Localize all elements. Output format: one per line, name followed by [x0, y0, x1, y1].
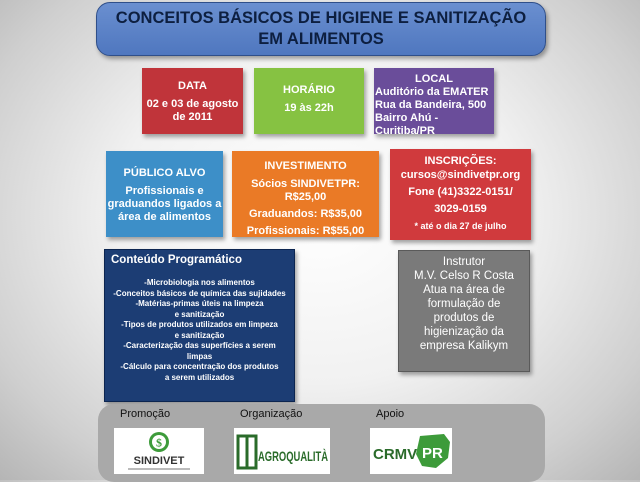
program-content-list — [105, 278, 294, 383]
organization-label: Organização — [240, 408, 303, 420]
location-box — [374, 68, 494, 137]
instructor-line: produtos de — [433, 312, 495, 324]
investment-box — [232, 151, 379, 237]
location-line: Auditório da EMATER — [375, 86, 489, 98]
list-item: -Caracterização das superfícies a serem — [123, 341, 276, 350]
page-title: CONCEITOS BÁSICOS DE HIGIENE E SANITIZAÇÃO EM ALIMENTOS — [115, 9, 527, 48]
sindivet-logo-text: SINDIVET — [133, 455, 185, 467]
instructor-line: formulação de — [427, 298, 501, 310]
instructor-box — [398, 250, 530, 372]
date-box — [142, 68, 243, 134]
list-item: -Microbiologia nos alimentos — [144, 278, 255, 287]
registration-note: * até o dia 27 de julho — [414, 221, 507, 231]
audience-label: PÚBLICO ALVO — [123, 167, 206, 179]
list-item: e sanitização — [174, 330, 225, 340]
support-label: Apoio — [376, 408, 405, 420]
list-item: -Conceitos básicos de química das sujidades — [113, 288, 286, 298]
date-label: DATA — [178, 80, 207, 92]
date-line: 02 e 03 de agosto — [146, 98, 239, 110]
investment-label: INVESTIMENTO — [264, 160, 347, 172]
location-line: Rua da Bandeira, 500 — [375, 99, 487, 111]
program-content-label: Conteúdo Programático — [111, 254, 242, 266]
promotion-label: Promoção — [120, 408, 171, 420]
audience-box — [106, 151, 223, 237]
list-item: -Matérias-primas úteis na limpeza — [135, 299, 264, 308]
instructor-line: M.V. Celso R Costa — [414, 270, 514, 282]
audience-line: Profissionais e — [125, 185, 204, 197]
program-content-box — [104, 249, 295, 402]
audience-line: área de alimentos — [118, 211, 211, 223]
registration-label: INSCRIÇÕES: — [424, 155, 497, 167]
instructor-line: Atua na área de — [423, 284, 505, 296]
instructor-line: Instrutor — [442, 256, 486, 268]
instructor-line: empresa Kalikym — [419, 340, 509, 352]
sindivet-logo — [114, 428, 204, 474]
crmv-logo-text: CRMV — [373, 446, 418, 463]
registration-phone: 3029-0159 — [434, 203, 487, 215]
investment-line: Profissionais: R$55,00 — [246, 225, 365, 237]
list-item: a serem utilizados — [164, 372, 235, 382]
registration-box — [390, 149, 531, 240]
registration-phone: Fone (41)3322-0151/ — [408, 186, 513, 198]
audience-line: graduandos ligados a — [107, 198, 222, 210]
instructor-line: higienização da — [424, 326, 504, 338]
time-value: 19 às 22h — [284, 102, 334, 114]
svg-text:$: $ — [156, 435, 162, 450]
crmv-map-icon — [370, 428, 452, 474]
agroqualita-emblem-icon — [234, 428, 330, 474]
registration-email: cursos@sindivetpr.org — [400, 169, 521, 181]
agroqualita-logo-text: AGROQUALITÀ — [258, 448, 328, 464]
investment-line: Sócios SINDIVETPR: R$25,00 — [251, 178, 360, 203]
title-banner — [96, 2, 546, 56]
list-item: -Cálculo para concentração dos produtos — [120, 362, 279, 371]
location-label: LOCAL — [415, 73, 453, 85]
crmv-pr-text: PR — [422, 445, 443, 462]
list-item: -Tipos de produtos utilizados em limpeza — [121, 320, 278, 329]
time-box — [254, 68, 364, 134]
list-item: e sanitização — [174, 309, 225, 319]
crmv-pr-logo — [370, 428, 452, 474]
time-label: HORÁRIO — [283, 84, 335, 96]
agroqualita-logo — [234, 428, 330, 474]
sindivet-emblem-icon — [114, 428, 204, 474]
date-line: de 2011 — [172, 111, 213, 123]
list-item: limpas — [186, 351, 213, 361]
location-line: Bairro Ahú -Curitiba/PR — [375, 112, 439, 137]
investment-line: Graduandos: R$35,00 — [248, 208, 363, 220]
